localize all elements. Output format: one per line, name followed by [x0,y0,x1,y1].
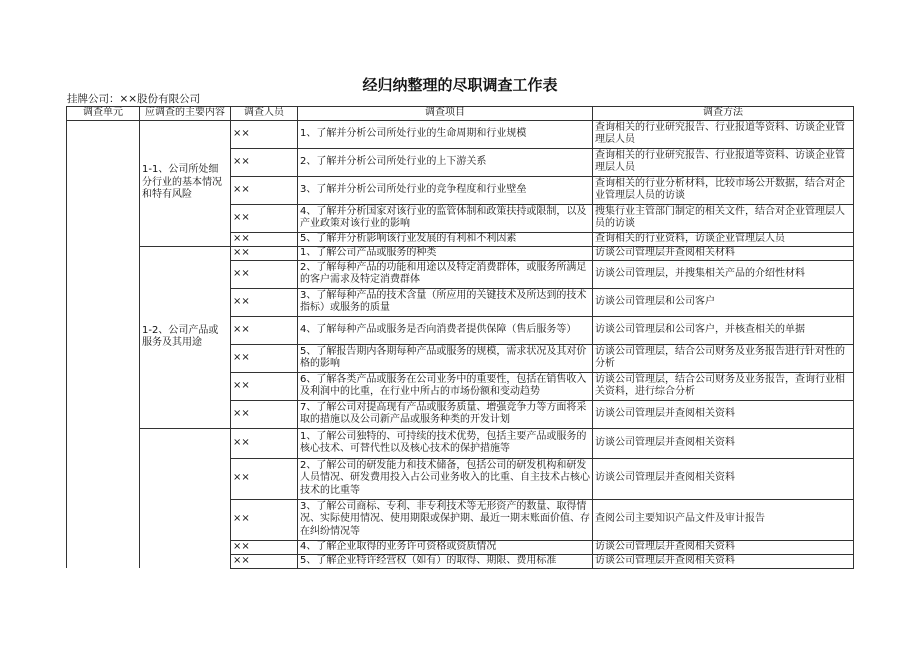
item-cell: 1、了解并分析公司所处行业的生命周期和行业规模 [298,120,593,148]
content-cell: 1-2、公司产品或服务及其用途 [140,246,231,428]
method-cell: 访谈公司管理层，并搜集相关产品的介绍性材料 [593,260,854,288]
method-cell: 访谈公司管理层并查阅相关资料 [593,540,854,554]
table-row [67,120,854,148]
method-cell: 查阅公司主要知识产品文件及审计报告 [593,499,854,540]
method-cell: 访谈公司管理层，结合公司财务及业务报告，查询行业相关资料，进行综合分析 [593,372,854,400]
method-cell: 访谈公司管理层并查阅相关资料 [593,400,854,428]
item-cell: 4、了解企业取得的业务许可资格或资质情况 [298,540,593,554]
table-header-row [67,107,854,121]
method-cell: 访谈公司管理层和公司客户 [593,288,854,316]
person-cell: ×× [231,428,298,458]
person-cell: ×× [231,246,298,260]
method-cell: 查询相关的行业研究报告、行业报道等资料、访谈企业管理层人员 [593,148,854,176]
method-cell: 查询相关的行业分析材料，比较市场公开数据，结合对企业管理层人员的访谈 [593,176,854,204]
header-item: 调查项目 [298,107,593,121]
method-cell: 访谈公司管理层并查阅相关资料 [593,458,854,499]
method-cell: 搜集行业主管部门制定的相关文件，结合对企业管理层人员的访谈 [593,204,854,232]
item-cell: 5、了解企业特许经营权（如有）的取得、期限、费用标准 [298,554,593,568]
person-cell: ×× [231,499,298,540]
content-cell: 1-1、公司所处细分行业的基本情况和特有风险 [140,120,231,246]
person-cell: ×× [231,148,298,176]
item-cell: 2、了解公司的研发能力和技术储备，包括公司的研发机构和研发人员情况、研发费用投入占公司业务收入的比重、自主技术占核心技术的比重等 [298,458,593,499]
item-cell: 3、了解公司商标、专利、非专利技术等无形资产的数量、取得情况、实际使用情况、使用期限或保护期、最近一期末账面价值、存在纠纷情况等 [298,499,593,540]
unit-cell [67,120,140,568]
method-cell: 访谈公司管理层并查阅相关资料 [593,428,854,458]
header-content: 应调查的主要内容 [140,107,231,121]
item-cell: 4、了解并分析国家对该行业的监管体制和政策扶持或限制，以及产业政策对该行业的影响 [298,204,593,232]
table-row [67,428,854,458]
table-row [67,246,854,260]
person-cell: ×× [231,176,298,204]
person-cell: ×× [231,232,298,246]
due-diligence-table [66,106,854,569]
person-cell: ×× [231,458,298,499]
method-cell: 访谈公司管理层，结合公司财务及业务报告进行针对性的分析 [593,344,854,372]
page-title: 经归纳整理的尽职调查工作表 [362,76,558,94]
header-method: 调查方法 [593,107,854,121]
method-cell: 查询相关的行业资料，访谈企业管理层人员 [593,232,854,246]
item-cell: 1、了解公司独特的、可持续的技术优势，包括主要产品或服务的核心技术、可替代性以及核心技术的保护措施等 [298,428,593,458]
company-label: 挂牌公司：××股份有限公司 [67,93,201,105]
item-cell: 4、了解每种产品或服务是否向消费者提供保障（售后服务等） [298,316,593,344]
method-cell: 访谈公司管理层并查阅相关资料 [593,554,854,568]
person-cell: ×× [231,288,298,316]
person-cell: ×× [231,400,298,428]
person-cell: ×× [231,540,298,554]
content-cell [140,428,231,568]
person-cell: ×× [231,372,298,400]
header-person: 调查人员 [231,107,298,121]
method-cell: 访谈公司管理层和公司客户，并核查相关的单据 [593,316,854,344]
item-cell: 5、了解报告期内各期每种产品或服务的规模，需求状况及其对价格的影响 [298,344,593,372]
item-cell: 2、了解并分析公司所处行业的上下游关系 [298,148,593,176]
item-cell: 3、了解并分析公司所处行业的竞争程度和行业壁垒 [298,176,593,204]
item-cell: 1、了解公司产品或服务的种类 [298,246,593,260]
item-cell: 6、了解各类产品或服务在公司业务中的重要性，包括在销售收入及利润中的比重，在行业中所占的市场份额和变动趋势 [298,372,593,400]
person-cell: ×× [231,344,298,372]
method-cell: 访谈公司管理层并查阅相关材料 [593,246,854,260]
item-cell: 7、了解公司对提高现有产品或服务质量、增强竞争力等方面将采取的措施以及公司新产品或服务种类的开发计划 [298,400,593,428]
header-unit: 调查单元 [67,107,140,121]
person-cell: ×× [231,554,298,568]
item-cell: 3、了解每种产品的技术含量（所应用的关键技术及所达到的技术指标）或服务的质量 [298,288,593,316]
item-cell: 5、了解并分析影响该行业发展的有利和不利因素 [298,232,593,246]
person-cell: ×× [231,260,298,288]
person-cell: ×× [231,120,298,148]
method-cell: 查询相关的行业研究报告、行业报道等资料、访谈企业管理层人员 [593,120,854,148]
person-cell: ×× [231,316,298,344]
person-cell: ×× [231,204,298,232]
item-cell: 2、了解每种产品的功能和用途以及特定消费群体，或服务所满足的客户需求及特定消费群体 [298,260,593,288]
